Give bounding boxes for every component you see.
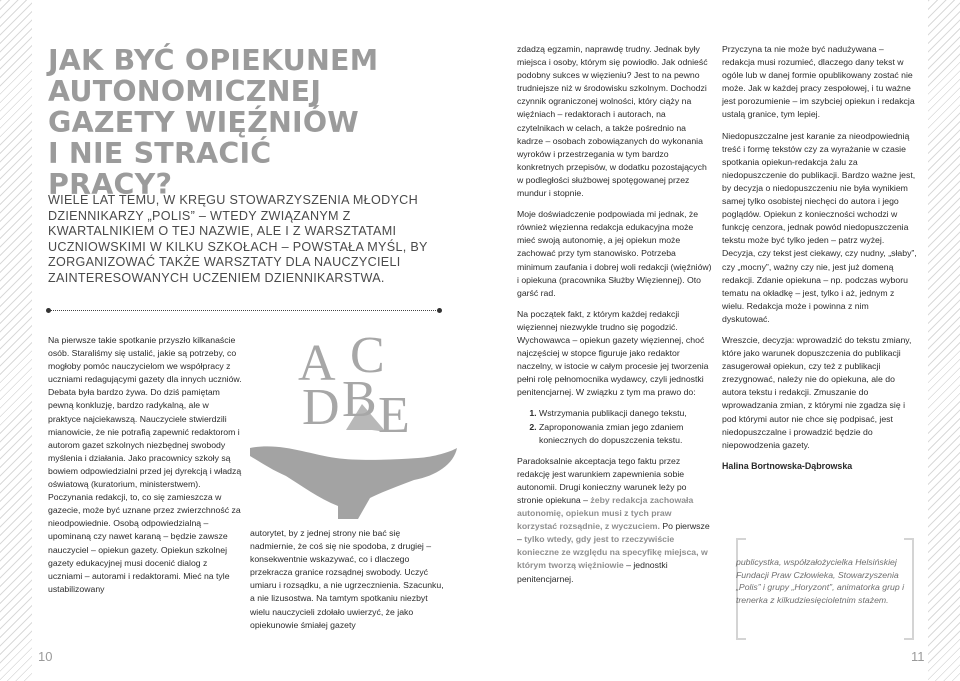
hand-shape [250, 446, 457, 519]
column-4 [722, 43, 918, 473]
article-lead: WIELE LAT TEMU, W KRĘGU STOWARZYSZENIA MŁODYCH DZIENNIKARZY „POLIS” – WTEDY ZWIĄZANYM Z KWARTALNIKIEM O TEJ NAZWIE, ALE I Z WARSZTATAMI UCZNIOWSKIMI W KILKU SZKOŁACH – POWSTAŁA MYŚL, BY ZORGANIZOWAĆ TAKŻE WARSZTATY DLA NAUCZYCIELI ZAINTERESOWANYCH UCZENIEM DZIENNIKARSTWA. [48, 193, 428, 285]
text-run: Po pierwsze – [517, 521, 710, 545]
article-title: JAK BYĆ OPIEKUNEM AUTONOMICZNEJ GAZETY WIĘŹNIÓW I NIE STRACIĆ PRACY? [48, 44, 379, 201]
letter-e: E [378, 387, 410, 444]
page-number-left: 10 [38, 649, 53, 664]
bracket-right [904, 538, 914, 640]
column-2-paragraph: autorytet, by z jednej strony nie bać się nadmiernie, że coś się nie spodoba, z drugiej – konsekwentnie wskazywać, co i dlaczego przekracza granice rozsądnej swobody. Uczyć umiaru i rozsądku, a nie ugrzecznienia. Szacunku, a nie lizusostwa. Na tamtym spotkaniu niezbyt wielu nauczycieli zdołało uwierzyć, że jako opiekunowie śmiałej gazety [250, 528, 444, 630]
letter-a: A [298, 335, 336, 392]
column-2 [250, 527, 446, 640]
dotted-divider [48, 310, 440, 311]
rights-list [517, 407, 713, 446]
column-3 [517, 43, 713, 594]
column-4-paragraph-1: Przyczyna ta nie może być nadużywana – redakcja musi rozumieć, dlaczego dany tekst w ogóle lub w danej formie opublikowany zostać nie może. Jak w każdej pracy zespołowej, i tu ważne jest porozumienie – im szybciej opiekun i redakcja ustalą granice, tym lepiej. [722, 44, 915, 120]
letter-b: B [342, 371, 377, 428]
highlighted-text: tylko wtedy, gdy jest to rzeczywiście konieczne ze względu na specyfikę miejsca, w którym tworzą więźniowie [517, 534, 708, 571]
hand-with-letters-illustration [250, 320, 460, 520]
page-number-right: 11 [911, 649, 925, 664]
right-edge-pattern [928, 0, 960, 681]
column-1 [48, 334, 244, 604]
author-bio-box [736, 538, 914, 640]
author-bio: publicystka, współzałożycielka Helsińskiej Fundacji Praw Człowieka, Stowarzyszenia „Polis” i grupy „Horyzont”, animatorka grup i trenerka z kilkudziesięcioletnim stażem. [736, 557, 905, 605]
highlighted-text: żeby redakcja zachowała autonomię, opiekun musi z tych praw korzystać rozsądnie, z wyczuciem. [517, 495, 694, 532]
left-edge-pattern [0, 0, 32, 681]
letter-d: D [302, 379, 340, 436]
column-3-paragraph-3: Na początek fakt, z którym każdej redakcji więziennej niezwykle trudno się pogodzić. Wychowawca – opiekun gazety więziennej, choć najczęściej w stopce figuruje jako redaktor naczelny, w istocie w całym procesie jej tworzenia pełni rolę pełnomocnika wydawcy, czyli jednostki penitencjarnej. W związku z tym ma prawo do: [517, 308, 709, 398]
column-3-paragraph-4 [517, 455, 713, 586]
text-run: – jednostki penitencjarnej. [517, 560, 668, 584]
column-4-paragraph-3: Wreszcie, decyzja: wprowadzić do tekstu zmiany, które jako warunek dopuszczenia do publikacji zasugerował opiekun, czy też z publikacji zrezygnować, należy nie do opiekuna, ale do autora tekstu i redakcji. Zmuszanie do wprowadzania zmian, z którymi nie zgadza się i pod którymi autor nie chce się podpisać, jest niedopuszczalne i prowadzić będzie do niepowodzenia gazety. [722, 334, 912, 450]
column-3-paragraph-1: zdadzą egzamin, naprawdę trudny. Jednak były miejsca i osoby, którym się powiodło. Jak odnieść podobny sukces w więzieniu? Jest to na pewno trudniejsze niż w środowisku szkolnym. Dochodzi czynnik ograniczonej wolności, który ciąży na więźniach – redaktorach i autorach, na czytelnikach w celach, a także pośrednio na kadrze – osobach zobowiązanych do wykonania wyroków i przestrzegania w tym bardzo konkretnych przepisów, w dodatku pozostających w podległości służbowej spotęgowanej przez mundur i stopnie. [517, 44, 708, 199]
letter-c: C [350, 327, 385, 384]
rights-list-item: 1. Wstrzymania publikacji danego tekstu, [539, 407, 713, 420]
column-1-paragraph: Na pierwsze takie spotkanie przyszło kilkanaście osób. Staraliśmy się ustalić, jakie są potrzeby, co mogłoby pomóc nauczycielom we współpracy z uczniami redagującymi gazety dla innych uczniów. Debata była bardzo żywa. Do dziś pamiętam pewną konkluzję, bardzo radykalną, ale w praktyce najciekawszą. Nauczyciele stwierdzili mianowicie, że nie potrafią zapewnić redaktorom i autorom gazet szkolnych niezbędnej swobody myślenia i działania. Jako pracownicy szkoły są bowiem odpowiedzialni przed jej dyrekcją i władzą oświatową (kuratorium, ministerstwem). Poczynania redakcji, to, co się zamieszcza w gazecie, może być uznane przez zwierzchność za nieodpowiednie. Osobą odpowiedzialną – upominaną czy nawet karaną – będzie zawsze nauczyciel – opiekun gazety. Opiekun szkolnej gazety edukacyjnej musi docenić dialog z uczniami – autorami i redaktorami. Mieć na tyle ustabilizowany [48, 335, 242, 594]
text-run: Paradoksalnie akceptacja tego faktu przez redakcję jest warunkiem zapewnienia sobie autonomii. Drugi konieczny warunek leży po stronie opiekuna – [517, 455, 687, 505]
rights-list-item: 2. Zaproponowania zmian jego zdaniem koniecznych do dopuszczenia tekstu. [539, 421, 713, 447]
column-4-paragraph-2: Niedopuszczalne jest karanie za nieodpowiednią treść i formę tekstów czy za wyrażanie w czasie spotkania opiekun-redakcja żalu za niedopuszczenie do publikacji. Bardzo ważne jest, by decyzja o niedopuszczeniu nie była wynikiem samej tylko osobistej niechęci do autora i jego poglądów. Opiekun z konieczności wchodzi w funkcję cenzora, jednak powód niedopuszczenia tekstu może być tylko jeden – patrz wyżej. Decyzja, czy tekst jest ciekawy, czy nudny, „słaby”, czy „mocny”, ważny czy nie, jest już domeną redakcji. Zdanie opiekuna – np. podczas wyboru tematu na okładkę – jest, tylko i aż, jednym z wielu. Redakcja może i powinna z nim dyskutować. [722, 130, 917, 324]
author-name: Halina Bortnowska-Dąbrowska [722, 460, 853, 471]
column-3-paragraph-2: Moje doświadczenie podpowiada mi jednak, że również więzienna redakcja edukacyjna może mieć swoją autonomię, a jej opiekun może zachować przy tym stanowisko. Potrzeba minimum zaufania i dobrej woli redakcji (więźniów) i opiekuna (pracownika Służby Więziennej). Oto garść rad. [517, 209, 712, 298]
